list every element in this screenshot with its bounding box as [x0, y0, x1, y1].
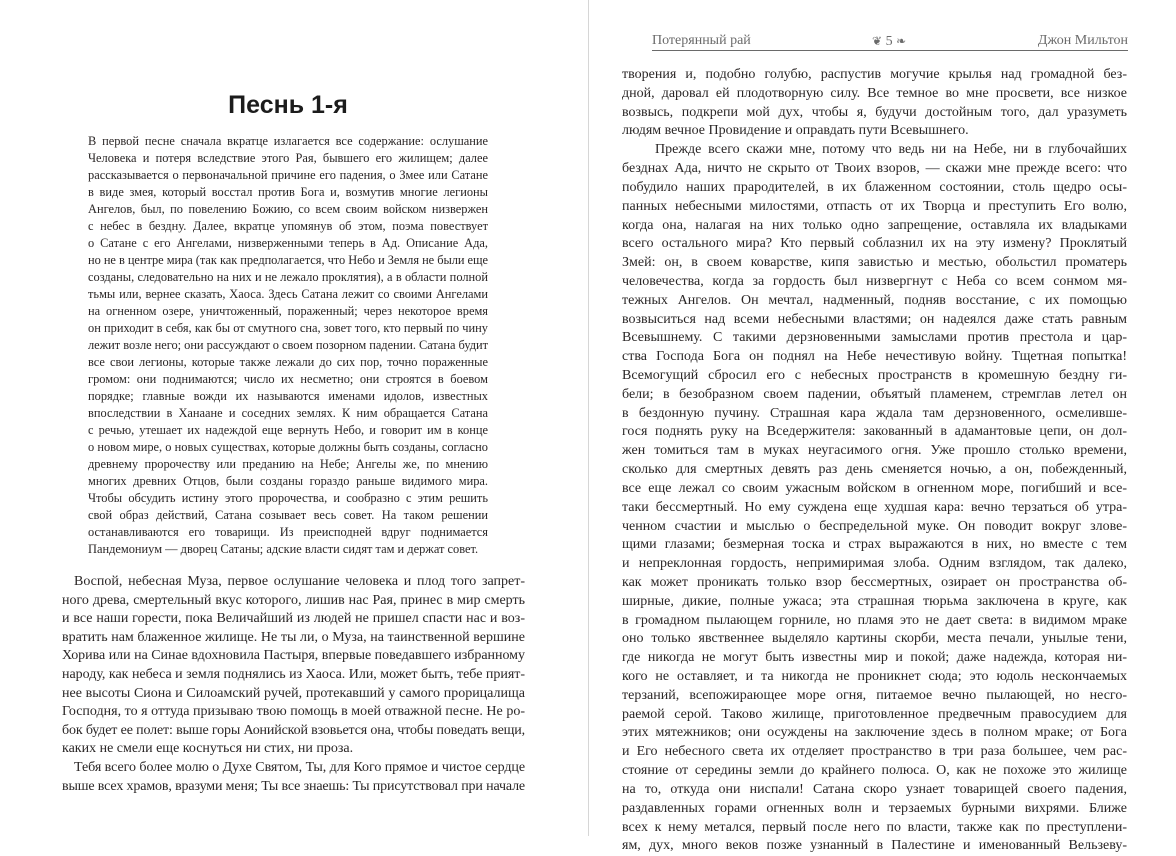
text-line: Пандемониум — дворец Сатаны; адские власти сидят там и держат совет.: [88, 542, 479, 556]
text-line: раемой серой. Таково жилище, приготовленное предвечным правосудием для: [622, 706, 1127, 722]
paragraph: [62, 759, 525, 796]
left-page-body: [62, 573, 525, 796]
text-line: многих древних Отцов, были созданы гораздо раньше видимого мира.: [88, 474, 488, 488]
text-line: но не в центре мира (так как предполагается, что Небо и Земля не были еще: [88, 253, 488, 267]
text-line: народу, как небеса и земля поднялись из Хаоса. Или, может быть, тебе прият-: [62, 666, 525, 682]
text-line: останавливаются его товарищи. Из преисподней вдруг поднимается: [88, 525, 488, 539]
text-line: свой образ действий, Сатана созывает весь совет. На таком решении: [88, 508, 488, 522]
paragraph: [622, 66, 1127, 141]
text-line: на то, откуда они ниспали! Сатана скоро узнает товарищей своего падения,: [622, 781, 1127, 797]
page-number: 5: [885, 34, 893, 49]
paragraph: [88, 133, 488, 558]
text-line: на огненном озере, уничтоженный, пораженный; через некоторое время: [88, 304, 488, 318]
text-line: о новом мире, о новых существах, которые должны быть созданы, согласно: [88, 440, 488, 454]
text-line: жен томиться там в муках неугасимого огня. Уже прошло столько времени,: [622, 443, 1127, 459]
text-line: Всевышнему. С такими дерзновенными замыслами против престола и цар-: [622, 330, 1127, 346]
chapter-summary: [88, 133, 488, 558]
text-line: и все наши горести, пока Величайший из людей не пришел спасти нас и воз-: [62, 611, 525, 627]
text-line: этих мятежников; они осуждены на заключение здесь в полном мраке; от Бога: [622, 725, 1127, 741]
text-line: Человека и потеря вследствие этого Рая, бывшего его жилищем; далее: [88, 151, 488, 165]
text-line: Прежде всего скажи мне, потому что ведь ни на Небе, ни в глубочайших: [655, 142, 1127, 158]
paragraph: [62, 573, 525, 759]
text-line: и непреклонная гордость, непримиримая злоба. Одним взглядом, так далеко,: [622, 556, 1127, 572]
text-line: человечества, когда за гордость был низвергнут с Неба со всем сонмом мя-: [622, 273, 1127, 289]
text-line: когда она, налагая на них только одно запрещение, оставляла их владыками: [622, 217, 1127, 233]
text-line: кого не оставляет, и та никогда не проникнет сюда; это юдоль нескончаемых: [622, 669, 1127, 684]
text-line: созданы, следовательно на них и не лежало проклятия), а в области полной: [88, 270, 488, 284]
text-line: Воспой, небесная Муза, первое ослушание человека и плод того запрет-: [74, 574, 525, 589]
text-line: стояние от середины земли до крайнего полюса. О, как не похоже это жилище: [622, 763, 1127, 779]
text-line: ям, дух, много веков позже узнанный в Палестине и именованный Вельзеву-: [622, 838, 1127, 854]
text-line: всех к нему метался, первый после него по власти, также как по преступлени-: [622, 819, 1127, 835]
text-line: людям вечное Провидение и оправдать пути Всевышнего.: [622, 123, 969, 139]
text-line: порядке; главные вожди их называются именами идолов, известных: [88, 389, 488, 403]
text-line: сколько для смертных девять раз день сменяется ночью, а он, побежденный,: [622, 462, 1127, 478]
left-page: [0, 0, 588, 836]
text-line: Господня, то я оттуда призываю твою помощь в моей отважной песне. Не ро-: [62, 704, 525, 720]
right-page: [589, 0, 1176, 854]
text-line: ширные, дикие, полные ужаса; эта страшная тюрьма заключена в круге, как: [622, 593, 1127, 609]
text-line: оно только явственнее выделяло картины скорби, места печали, унылые тени,: [622, 631, 1127, 647]
text-line: побудило наших прародителей, в их блаженном состоянии, столь щедро осы-: [622, 179, 1127, 195]
text-line: выше всех храмов, вразуми меня; Ты все знаешь: Ты присутствовал при начале: [62, 778, 525, 794]
text-line: в бездонную пучину. Страшная кара ждала там дерзновенного, осмеливше-: [622, 405, 1127, 421]
text-line: возвысь, подкрепи мой дух, чтобы я, будучи достойным того, дал уразуметь: [622, 104, 1127, 120]
text-line: впоследствии в Ханаане и соседних землях. К ним обращается Сатана: [88, 406, 488, 420]
text-line: творения и, подобно голубю, распустив могучие крылья над громадной без-: [622, 67, 1127, 82]
text-line: древнему пророчеству или преданию на Небе; Ангелы же, по мнению: [88, 457, 488, 471]
ornament-right-icon: ❧: [896, 34, 907, 48]
text-line: с небес в бездну. Далее, вкратце упомянув об этом, поэма повествует: [88, 219, 488, 233]
text-line: как может проникать только взор бессмертных, озирает он пространства об-: [622, 574, 1127, 590]
text-line: Тебя всего более молю о Духе Святом, Ты, для Кого прямое и чистое сердце: [74, 759, 525, 775]
text-line: в громадном пылающем горниле, но пламя это не дает света: в видимом мраке: [622, 612, 1127, 628]
text-line: о Сатане с его Ангелами, низверженными теперь в Ад. Описание Ада,: [88, 236, 488, 250]
page-number-group: [872, 33, 906, 50]
text-line: ства Господа Бога он поднял на Небе нечестивую войну. Тщетная попытка!: [622, 349, 1127, 365]
text-line: он приходит в себя, как бы от смутного сна, зовет того, кто первый по чину: [88, 321, 488, 335]
header-author: Джон Мильтон: [1037, 33, 1128, 48]
text-line: Всемогущий сбросил его с небесных пространств в кромешную бездну ги-: [622, 368, 1127, 383]
text-line: все свои легионы, которые также лежали до сих пор, точно пораженные: [88, 355, 488, 369]
text-line: ного древа, смертельный вкус которого, лишив нас Рая, принес в мир смерть: [62, 592, 525, 608]
text-line: лежит возле него; они рассуждают о своем позорном падении. Сатана будит: [88, 338, 488, 352]
text-line: все еще лежал со своим ужасным войском в огненном море, погибший и все-: [622, 480, 1127, 496]
header-book-title: Потерянный рай: [652, 33, 751, 48]
text-line: рассказывается о первоначальной причине его падения, о Змее или Сатане: [88, 168, 488, 182]
text-line: таки бессмертный. Но ему суждена еще худшая кара: вечно терзаться об утра-: [622, 499, 1127, 515]
text-line: бели; в безобразном своем падении, объятый пламенем, стремглав летел он: [622, 386, 1127, 402]
text-line: терзаний, всепожирающее море огня, питаемое вечно пылающей, но несго-: [622, 687, 1127, 703]
text-line: нее высоты Сиона и Силоамский ручей, протекавший у самого прорицалища: [62, 685, 525, 701]
paragraph: [622, 141, 1127, 856]
text-line: каких не смели еще коснуться ни стих, ни проза.: [62, 741, 354, 757]
text-line: безднах Ада, ничто не скрыто от Твоих взоров, — скажи мне прежде всего: что: [622, 161, 1127, 177]
text-line: бок будет ее полет: выше горы Аонийской взовьется она, чтобы поведать вещи,: [62, 722, 525, 738]
text-line: тежных Ангелов. Он мечтал, надменный, подняв восстание, с их помощью: [622, 292, 1127, 308]
text-line: дной, даровал ей плодотворную силу. Все темное во мне просвети, все низкое: [622, 85, 1127, 101]
ornament-left-icon: ❦: [872, 34, 883, 48]
text-line: панных небесными милостями, отпасть от их Творца и преступить Его волю,: [622, 198, 1127, 214]
running-header: [652, 33, 1128, 51]
text-line: Хорива или на Синае вдохновила Пастыря, впервые поведавшего избранному: [62, 648, 525, 664]
text-line: Ангелов, был, по повелению Божию, со всем своим войском низвержен: [88, 202, 488, 216]
text-line: вратить нам блаженное жилище. Не ты ли, о Муза, на таинственной вершине: [62, 629, 525, 645]
text-line: где никогда не могут быть известны мир и покой; даже надежда, которая ни-: [622, 650, 1127, 666]
text-line: щими глазами; безмерная тоска и страх выражаются в них, но вместе с тем: [622, 537, 1127, 553]
text-line: возвыситься над всеми небесными властями; он надеялся даже стать равным: [622, 311, 1127, 327]
text-line: в виде змея, который восстал против Бога и, возмутив многие легионы: [88, 185, 488, 199]
text-line: гося поднять руку на Вседержителя: закованный в адамантовые цепи, он дол-: [622, 424, 1127, 440]
text-line: тьмы или, вернее сказать, Хаоса. Здесь Сатана лежит со своими Ангелами: [88, 287, 488, 301]
text-line: ченном счастии и мыслью о беспредельной муке. Он поводит вокруг злове-: [622, 518, 1127, 534]
text-line: Змей: он, в своем коварстве, кипя завистью и местью, обольстил проматерь: [622, 255, 1127, 271]
text-line: громом: они поднимаются; число их несметно; они строятся в боевом: [88, 372, 488, 386]
right-page-body: [622, 66, 1127, 856]
text-line: и Его небесного света их отделяет пространство в три раза большее, чем рас-: [622, 744, 1127, 760]
text-line: В первой песне сначала вкратце излагается все содержание: ослушание: [88, 134, 488, 148]
text-line: Чтобы обсудить истину этого пророчества, и сообразно с этим решить: [88, 491, 488, 505]
text-line: с речью, утешает их надеждой еще вернуть Небо, и говорит им в конце: [88, 423, 488, 437]
text-line: раздавленных горами огненных волн и терзаемых бурными вихрями. Ближе: [622, 800, 1127, 816]
chapter-title: Песнь 1-я: [228, 91, 348, 119]
text-line: всего остального мира? Кто первый соблазнил их на эту измену? Проклятый: [622, 236, 1127, 252]
